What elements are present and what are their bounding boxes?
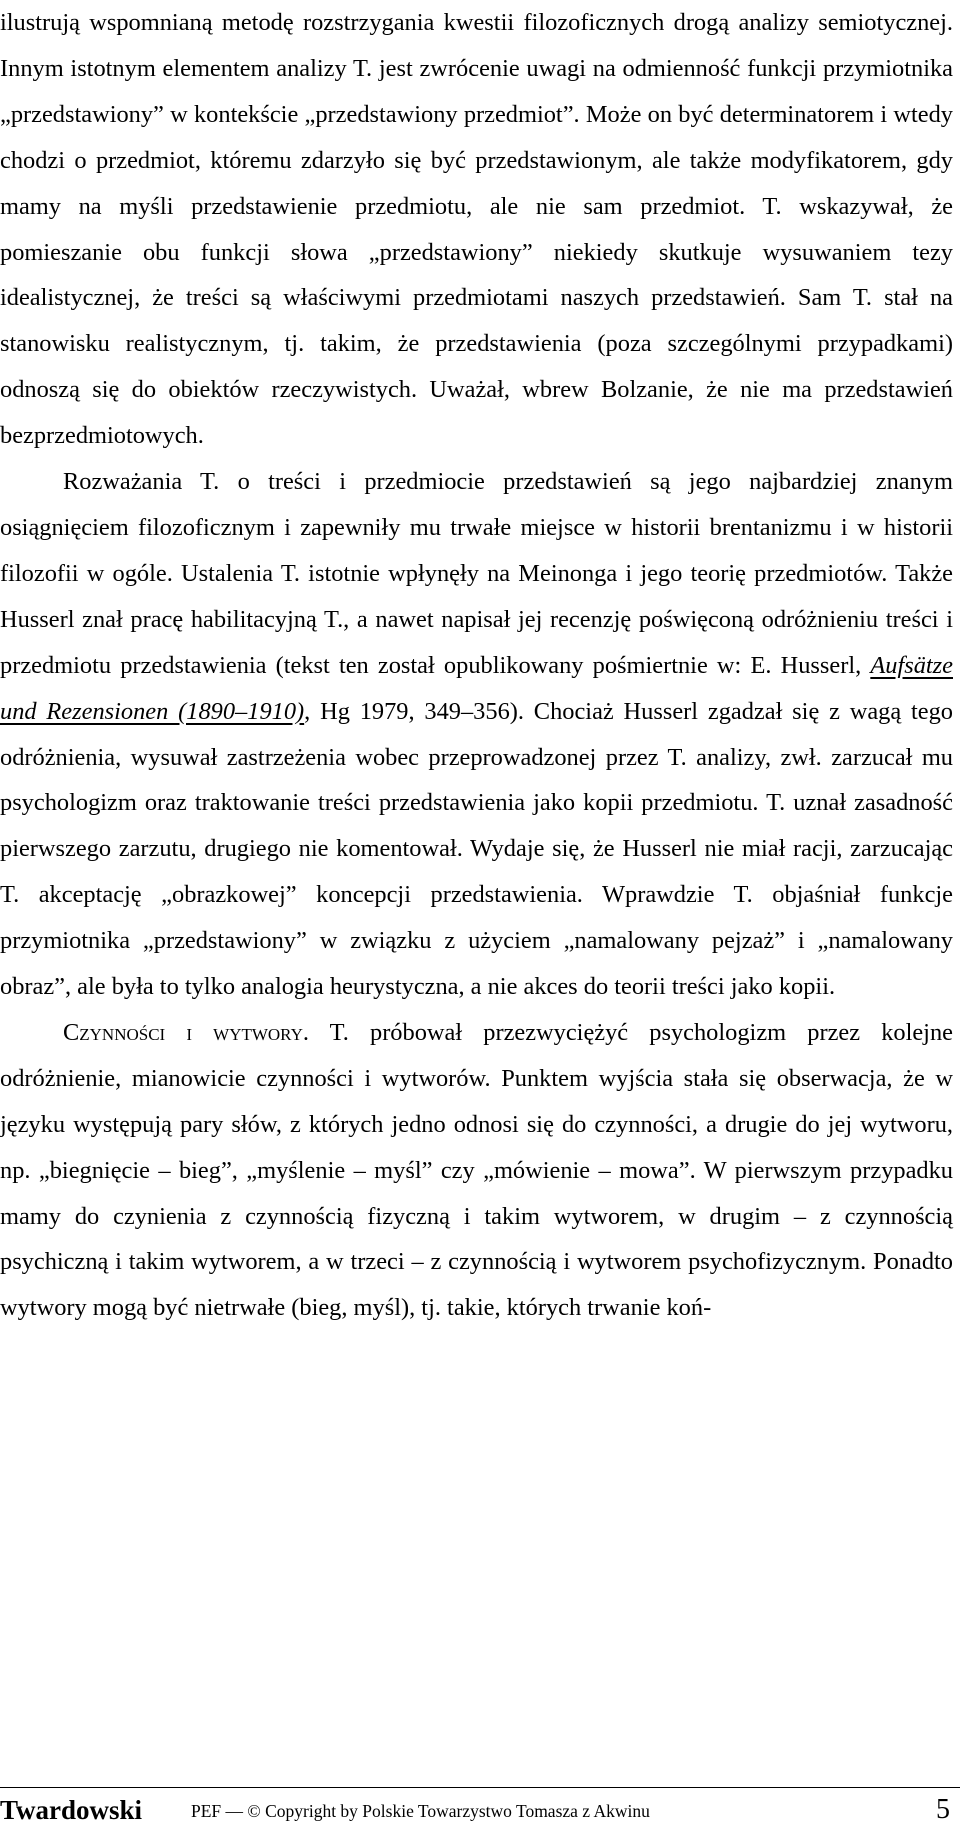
paragraph-3 <box>0 1010 953 1331</box>
footer-divider <box>0 1787 960 1788</box>
footer-author: Twardowski <box>0 1795 143 1825</box>
paragraph-2-text-a: Rozważania T. o treści i przedmiocie przedstawień są jego najbardziej znanym osiągnięciem filozoficznym i zapewniły mu trwałe miejsce w historii brentanizmu i w historii filozofii w ogóle. Ustalenia T. istotnie wpłynęły na Meinonga i jego teorię przedmiotów. Także Husserl znał pracę habilitacyjną T., a nawet napisał jej recenzję poświęconą odróżnieniu treści i przedmiotu przedstawienia (tekst ten został opublikowany pośmiertnie w: E. Husserl, <box>0 468 953 679</box>
cited-book-title: Aufsätze und Rezensionen (1890–1910) <box>0 651 953 725</box>
paragraph-1-text: ilustrują wspomnianą metodę rozstrzygania kwestii filozoficznych drogą analizy semiotycznej. Innym istotnym elementem analizy T. jest zwrócenie uwagi na odmienność funkcji przymiotnika „przedstawiony” w kontekście „przedstawiony przedmiot”. Może on być determinatorem i wtedy chodzi o przedmiot, któremu zdarzyło się być przedstawionym, ale także modyfikatorem, gdy mamy na myśli przedstawienie przedmiotu, ale nie sam przedmiot. T. wskazywał, że pomieszanie obu funkcji słowa „przedstawiony” niekiedy skutkuje wysuwaniem tezy idealistycznej, że treści są właściwymi przedmiotami naszych przedstawień. Sam T. stał na stanowisku realistycznym, tj. takim, że przedstawienia (poza szczególnymi przypadkami) odnoszą się do obiektów rzeczywistych. Uważał, wbrew Bolzanie, że nie ma przedstawień bezprzedmiotowych. <box>0 9 953 450</box>
page-footer <box>0 1790 960 1830</box>
paragraph-2 <box>0 459 953 1010</box>
paragraph-3-text: T. próbował przezwyciężyć psychologizm przez kolejne odróżnienie, mianowicie czynności i wytworów. Punktem wyjścia stała się obserwacja, że w języku występują pary słów, z których jedno odnosi się do czynności, a drugie do jej wytworu, np. „biegnięcie – bieg”, „myślenie – myśl” czy „mówienie – mowa”. W pierwszym przypadku mamy do czynienia z czynnością fizyczną i takim wytworem, w drugim – z czynnością psychiczną i takim wytworem, a w trzeci – z czynnością i wytworem psychofizycznym. Ponadto wytwory mogą być nietrwałe (bieg, myśl), tj. takie, których trwanie koń- <box>0 1018 953 1322</box>
footer-copyright: PEF — © Copyright by Polskie Towarzystwo Tomasza z Akwinu <box>191 1801 650 1821</box>
page-number: 5 <box>936 1794 950 1825</box>
paragraph-2-text-b: , Hg 1979, 349–356). Chociaż Husserl zgadzał się z wagą tego odróżnienia, wysuwał zastrzeżenia wobec przeprowadzonej przez T. analizy, zwł. zarzucał mu psychologizm oraz traktowanie treści przedstawienia jako kopii przedmiotu. T. uznał zasadność pierwszego zarzutu, drugiego nie komentował. Wydaje się, że Husserl nie miał racji, zarzucając T. akceptację „obrazkowej” koncepcji przedstawienia. Wprawdzie T. objaśniał funkcje przymiotnika „przedstawiony” w związku z użyciem „namalowany pejzaż” i „namalowany obraz”, ale była to tylko analogia heurystyczna, a nie akces do teorii treści jako kopii. <box>0 697 954 1001</box>
section-heading: Czynności i wytwory. <box>63 1018 309 1046</box>
paragraph-1 <box>0 0 953 459</box>
